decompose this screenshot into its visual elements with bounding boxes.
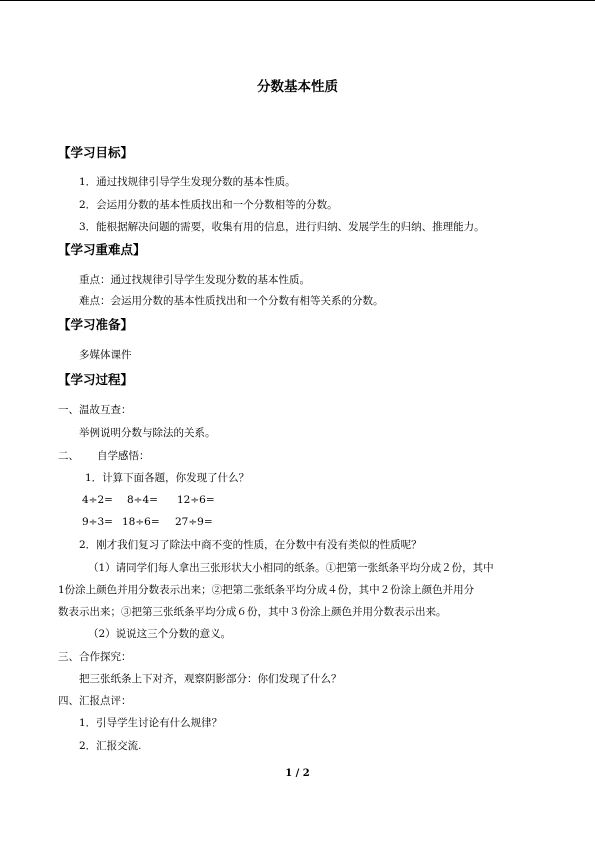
question-1: 1．计算下面各题，你发现了什么？ — [85, 472, 250, 484]
paragraph-line: 数表示出来；③把第三张纸条平均分成６份，其中３份涂上颜色并用分数表示出来。 — [58, 606, 447, 618]
review-title: 一、温故互查： — [58, 404, 132, 416]
explore-title: 三、合作探究： — [58, 651, 132, 663]
calc-item: 27÷9= — [175, 516, 213, 528]
goal-item: 3．能根据解决问题的需要，收集有用的信息，进行归纳、发展学生的归纳、推理能力。 — [79, 221, 485, 233]
calc-item: 8÷4= — [127, 494, 158, 506]
calc-item: 9÷3= — [82, 516, 113, 528]
question-2: 2．刚才我们复习了除法中商不变的性质，在分数中有没有类似的性质呢？ — [79, 539, 422, 551]
calc-item: 18÷6= — [122, 516, 160, 528]
explore-text: 把三张纸条上下对齐，观察阴影部分：你们发现了什么？ — [79, 673, 342, 685]
calc-item: 4÷2= — [82, 494, 113, 506]
report-item: 1．引导学生讨论有什么规律？ — [79, 717, 223, 729]
difficulty-item: 难点：会运用分数的基本性质找出和一个分数有相等关系的分数。 — [79, 295, 384, 307]
key-point-item: 重点：通过找规律引导学生发现分数的基本性质。 — [79, 274, 310, 286]
report-title: 四、汇报点评： — [58, 695, 132, 707]
report-item: 2．汇报交流. — [79, 740, 142, 752]
paragraph-line: （1）请同学们每人拿出三张形状大小相同的纸条。①把第一张纸条平均分成２份，其中 — [88, 562, 494, 574]
header-rule — [0, 0, 595, 1]
paragraph-line: 1份涂上颜色并用分数表示出来；②把第二张纸条平均分成４份，其中２份涂上颜色并用分 — [58, 584, 475, 596]
document-title: 分数基本性质 — [257, 79, 338, 95]
review-text: 举例说明分数与除法的关系。 — [79, 427, 216, 439]
section-heading-goals: 【学习目标】 — [58, 145, 134, 160]
preparation-item: 多媒体课件 — [79, 349, 132, 361]
section-heading-process: 【学习过程】 — [58, 372, 134, 387]
goal-item: 2．会运用分数的基本性质找出和一个分数相等的分数。 — [79, 199, 338, 211]
paragraph-line: （2）说说这三个分数的意义。 — [88, 628, 232, 640]
page-number: 1 / 2 — [285, 768, 310, 779]
goal-item: 1．通过找规律引导学生发现分数的基本性质。 — [79, 176, 296, 188]
calc-item: 12÷6= — [177, 494, 215, 506]
section-heading-key-points: 【学习重难点】 — [58, 242, 146, 257]
self-study-title: 自学感悟： — [97, 450, 150, 462]
self-study-number: 二、 — [58, 450, 79, 462]
section-heading-preparation: 【学习准备】 — [58, 317, 134, 332]
